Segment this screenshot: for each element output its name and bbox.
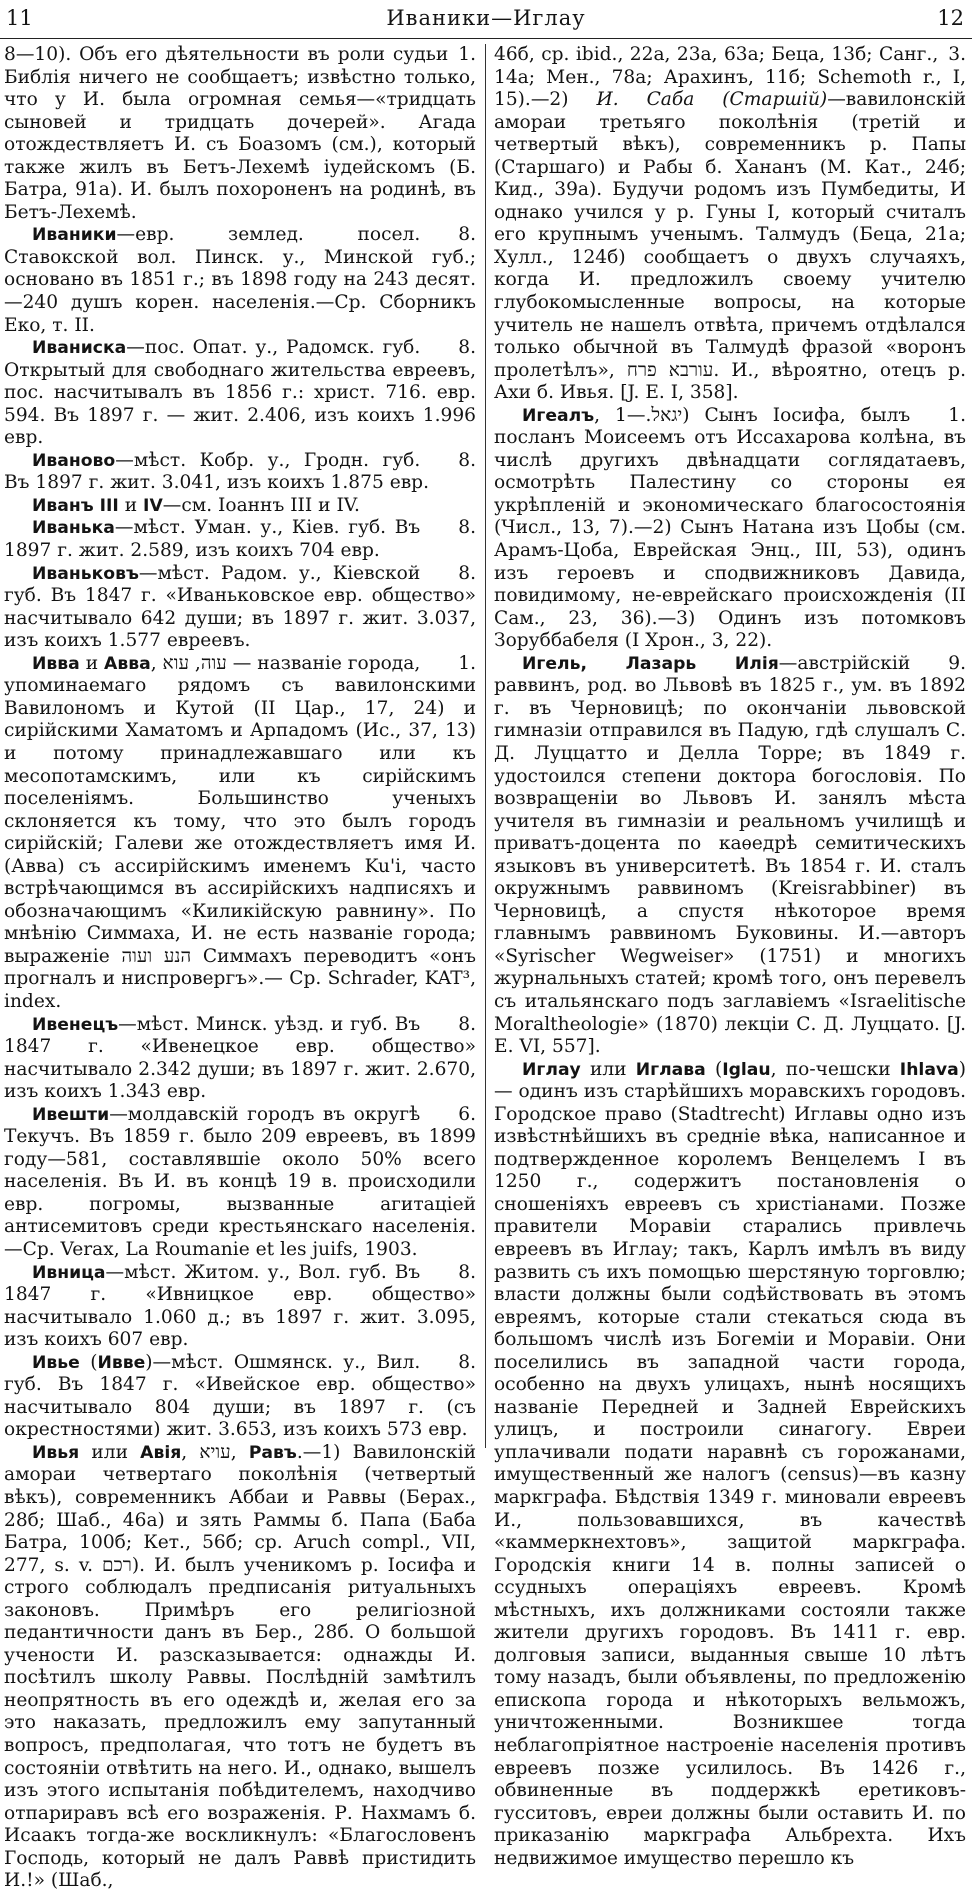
entry-text: , עוה, עוא — названіе города, упоминаемаго рядомъ съ вавилонскими Вавилономъ и Кутой (II Цар., 17, 24) и сирійскими Хаматомъ и Арпадомъ (Ис., 37, 13) и потому принадлежавшаго или къ месопотамскимъ, или къ сирійскимъ поселеніямъ. Большинство ученыхъ склоняется къ тому, что это былъ городъ сирійскій; Галеви же отождествляетъ имя И. (Авва) съ ассирійскимъ именемъ Ku'i, часто встрѣчающимся въ ассирійскихъ надписяхъ и обозначающимъ «Киликійскую равнину». По мнѣнію Симмаха, И. не есть названіе города; выраженіе הנע ועוה Симмахъ переводитъ «онъ прогналъ и ниспровергъ».— Ср. Schrader, KAT³, index. [4, 652, 476, 1012]
entry-headword: Игеалъ [522, 405, 595, 426]
right-column [494, 44, 966, 1869]
entry-text: , יגאל.—1) Сынъ Іосифа, былъ посланъ Моисеемъ отъ Иссахарова колѣна, въ числѣ другихъ двѣнадцати соглядатаевъ, осмотрѣть Палестину со стороны ея укрѣпленій и экономическаго благосостоянія (Числ., 13, 7).—2) Сынъ Натана изъ Цобы (см. Арамъ-Цоба, Еврейская Энц., III, 53), одинъ изъ героевъ и сподвижниковъ Давида, повидимому, не-еврейскаго происхожденія (II Сам., 23, 36).—3) Одинъ изъ потомковъ Зоруббабеля (I Хрон., 3, 22). [494, 404, 966, 652]
entry-paragraph [4, 495, 476, 518]
entry-paragraph [4, 224, 476, 337]
entry-paragraph [4, 337, 476, 450]
entry-text: —пос. Опат. у., Радомск. губ. Открытый для свободнаго жительства евреевъ, пос. насчитывалъ въ 1856 г.: христ. 716. евр. 594. Въ 1897 г. — жит. 2.406, изъ коихъ 1.996 евр. [4, 337, 476, 449]
author-signature: 1. [948, 404, 966, 426]
entry-text: —евр. землед. посел. Ставокской вол. Пинск. у., Минской губ.; основано въ 1851 г.; въ 1898 году на 243 десят.—240 душъ корен. населенія.—Ср. Сборникъ Еко, т. II. [4, 224, 476, 336]
page-number-left: 11 [6, 6, 33, 30]
header-rule [0, 38, 972, 39]
entry-headword: Иглау [522, 1059, 581, 1080]
author-signature: 8. [458, 1261, 476, 1283]
entry-paragraph [4, 1262, 476, 1352]
entry-headword: Игель, Лазарь Илія [522, 653, 779, 674]
author-signature: 8. [458, 337, 476, 359]
entry-text: —мѣст. Минск. уѣзд. и губ. Въ 1847 г. «Ивенецкое евр. общество» насчитывало 2.342 души; въ 1897 г. жит. 2.670, изъ коихъ 1.343 евр. [4, 1013, 476, 1103]
entry-headword: Иваники [32, 225, 117, 246]
entry-paragraph [4, 44, 476, 224]
entry-headword: Ивва [32, 653, 80, 674]
author-signature: 8. [458, 517, 476, 539]
entry-paragraph [494, 405, 966, 653]
entry-headword: Ивве [97, 1352, 146, 1373]
entry-headword: Ивья [32, 1442, 80, 1463]
entry-text: —мѣст. Уман. у., Кіев. губ. Въ 1897 г. жит. 2.589, изъ коихъ 704 евр. [4, 517, 421, 562]
entry-text: —мѣст. Кобр. у., Гродн. губ. Въ 1897 г. жит. 3.041, изъ коихъ 1.875 евр. [4, 449, 429, 494]
author-signature: 8. [458, 562, 476, 584]
entry-text: или [79, 1441, 141, 1463]
entry-text: —австрійскій раввинъ, род. во Львовѣ въ 1825 г., ум. въ 1892 г. въ Черновицѣ; по окончаніи львовской гимназіи отправился въ Падую, гдѣ слушалъ С. Д. Луццатто и Делла Торре; въ 1849 г. удостоился степени доктора богословія. По возвращеніи во Львовъ И. занялъ мѣста учителя въ гимназіи и реальномъ училищѣ и приватъ-доцента по каѳедрѣ семитическихъ языковъ въ университетѣ. Въ 1854 г. И. сталъ окружнымъ раввиномъ (Kreisrabbiner) въ Черновицѣ, а спустя нѣкоторое время главнымъ раввиномъ Буковины. И.—авторъ «Syrischer Wegweiser» (1751) и многихъ журнальныхъ статей; кромѣ того, онъ перевелъ съ итальянскаго подъ заглавіемъ «Israelitische Moraltheologie» (1870) лекціи С. Д. Луццато. [J. E. VI, 557]. [494, 652, 966, 1058]
entry-text: —мѣст. Радом. у., Кіевской губ. Въ 1847 г. «Иваньковское евр. общество» насчитывало 642 души; въ 1897 г. жит. 3.037, изъ коихъ 1.577 евреевъ. [4, 562, 476, 652]
entry-paragraph [4, 1014, 476, 1104]
entry-headword: Иваниска [32, 338, 127, 359]
author-signature: 8. [458, 1013, 476, 1035]
entry-paragraph [494, 1059, 966, 1871]
entry-text: —мѣст. Житом. у., Вол. губ. Въ 1847 г. «Ивницкое евр. общество» насчитывало 1.060 д.; въ 1897 г. жит. 3.095, изъ коихъ 607 евр. [4, 1261, 476, 1351]
entry-paragraph [494, 44, 966, 405]
entry-headword: Ивешти [32, 1104, 110, 1125]
entry-paragraph [4, 1104, 476, 1262]
entry-text: или [580, 1058, 636, 1080]
entry-headword: Авія [140, 1442, 182, 1463]
entry-text: , по-чешски [770, 1058, 900, 1080]
author-signature: 3. [948, 44, 966, 65]
entry-paragraph [4, 1442, 476, 1893]
running-header [0, 4, 972, 32]
entry-paragraph [4, 1352, 476, 1442]
entry-headword: Ивенецъ [32, 1014, 119, 1035]
entry-headword: Равъ [248, 1442, 297, 1463]
author-signature: 8. [458, 1351, 476, 1373]
author-signature: 6. [458, 1103, 476, 1125]
entry-text: и [79, 652, 105, 674]
entry-headword: Иваньковъ [32, 563, 139, 584]
entry-headword: Иванъ III [32, 495, 119, 516]
left-column [4, 44, 476, 1892]
entry-text: и [118, 494, 144, 516]
entry-text: —молдавскій городъ въ округѣ Текучъ. Въ 1859 г. было 209 евреевъ, въ 1899 году—581, составлявшіе около 50% всего населенія. Въ И. въ концѣ 19 в. происходили евр. погромы, вызванные агитаціей антисемитовъ среди крестьянскаго населенія.—Ср. Verax, La Roumanie et les juifs, 1903. [4, 1103, 476, 1260]
entry-text: —см. Іоаннъ III и IV. [162, 494, 360, 516]
entry-text: .—1) Вавилонскій амораи четвертаго поколѣнія (четвертый вѣкъ), современникъ Аббаи и Раввы (Берах., 28б; Шаб., 46а) и зять Раммы б. Папа (Баба Батра, 100б; Кет., 56б; ср. Aruch compl., VII, 277, s. v. רכם). И. былъ ученикомъ р. Іосифа и строго соблюдалъ предписанія ритуальныхъ законовъ. Примѣръ его религіозной педантичности данъ въ Бер., 28б. О большой учености И. разсказывается: однажды И. посѣтилъ школу Раввы. Послѣдній замѣтилъ неопрятность въ его одеждѣ и, желая его за это наказать, предложилъ ему запутанный вопросъ, предполагая, что тотъ не будетъ въ состояніи отвѣтить на него. И., однако, вышелъ изъ этого испытанія побѣдителемъ, находчиво отпариравъ всѣ его возраженія. Р. Нахмамъ б. Исаакъ тогда-же воскликнулъ: «Благословенъ Господь, который не далъ Раввѣ пристидить И.!» (Шаб., [4, 1441, 476, 1892]
entry-text: ( [79, 1351, 98, 1373]
entry-headword: Ивье [32, 1352, 80, 1373]
entry-text: )— одинъ изъ старѣйшихъ моравскихъ городовъ. Городское право (Stadtrecht) Иглавы одно изъ извѣстнѣйшихъ въ средніе вѣка, написанное и подтвержденное королемъ Венцелемъ I въ 1250 г., содержитъ постановленія о сношеніяхъ евреевъ съ христіанами. Позже правители Моравіи старались привлечь евреевъ въ Иглау; такъ, Карлъ имѣлъ въ виду развить съ ихъ помощью шерстяную торговлю; власти должны были содѣйствовать въ этомъ евреямъ, которые стали стекаться сюда въ большомъ числѣ изъ Богеміи и Моравіи. Они поселились въ западной части города, особенно на двухъ улицахъ, нынѣ носящихъ названіе Передней и Задней Еврейскихъ улицъ, и построили синагогу. Евреи уплачивали подати наравнѣ съ горожанами, имущественный же налогъ (census)—въ казну маркграфа. Бѣдствія 1349 г. миновали евреевъ И., пользовавшихся, въ качествѣ «каммеркнехтовъ», защитой маркграфа. Городскія книги 14 в. полны записей о ссудныхъ операціяхъ евреевъ. Кромѣ мѣстныхъ, ихъ должниками состояли также жители другихъ городовъ. Въ 1411 г. евр. долговыя записи, выданныя свыше 10 лѣтъ тому назадъ, были объявлены, по предложенію епископа города и нѣкоторыхъ вельможъ, уничтоженными. Возникшее тогда неблагопріятное настроеніе населенія противъ евреевъ позже усилилось. Въ 1426 г., обвиненные въ поддержкѣ еретиковъ-гусситовъ, евреи должны были оставить И. по приказанію маркграфа Альбрехта. Ихъ недвижимое имущество перешло къ [494, 1058, 966, 1869]
author-signature: 1. [458, 652, 476, 674]
entry-paragraph [4, 563, 476, 653]
author-signature: 8. [458, 449, 476, 471]
page-number-right: 12 [937, 6, 964, 30]
entry-headword: Авва [104, 653, 151, 674]
entry-paragraph [4, 653, 476, 1014]
entry-text: 46б, ср. ibid., 22а, 23а, 63а; Беца, 13б; Санг., 14а; Мен., 78а; Арахинъ, 11б; Schemoth r., I, 15).—2) [494, 44, 966, 111]
author-signature: 8. [458, 224, 476, 246]
entry-headword: Иваново [32, 450, 116, 471]
entry-text: —вавилонскій амораи третьяго поколѣнія (третій и четвертый вѣкъ), современникъ р. Папы (Старшаго) и Рабы б. Хананъ (М. Кат., 24б; Кид., 39а). Будучи родомъ изъ Пумбедиты, И однако учился у р. Гуны I, который считалъ его крупнымъ ученымъ. Талмудъ (Беца, 21а; Хулл., 124б) сообщаетъ о двухъ случаяхъ, когда И. предложилъ своему учителю глубокомысленные вопросы, на которые учитель не нашелъ отвѣта, причемъ отдѣлался только обычной въ Талмудѣ фразой «воронъ пролетѣлъ», עורבא פרח. И., вѣроятно, отецъ р. Ахи б. Ивья. [J. E. I, 358]. [494, 89, 966, 404]
entry-text: ( [705, 1058, 723, 1080]
entry-text: , עויא, [181, 1441, 249, 1463]
entry-text: )—мѣст. Ошмянск. у., Вил. губ. Въ 1847 г. «Ивейское евр. общество» насчитывало 804 души; въ 1897 г. (съ окрестностями) жит. 3.653, изъ коихъ 573 евр. [4, 1351, 476, 1441]
entry-headword: IV [143, 495, 163, 516]
entry-headword: Ihlava [899, 1059, 959, 1080]
author-signature: 9. [948, 652, 966, 674]
entry-text: 8—10). Объ его дѣятельности въ роли судьи Библія ничего не сообщаетъ; извѣстно только, что у И. была огромная семья—«тридцать сыновей и тридцать дочерей». Агада отождествляетъ И. съ Боазомъ (см.), который также жилъ въ Бетъ-Лехемѣ іудейскомъ (Б. Батра, 91а). И. былъ похороненъ на родинѣ, въ Бетъ-Лехемѣ. [4, 44, 476, 223]
column-divider [485, 44, 486, 1448]
entry-headword: Ивница [32, 1262, 106, 1283]
running-title: Иваники—Иглау [386, 6, 586, 30]
entry-text: И. Саба (Старшій) [596, 89, 828, 111]
entry-headword: Иглава [635, 1059, 706, 1080]
entry-paragraph [4, 450, 476, 495]
entry-headword: Иванька [32, 518, 115, 539]
entry-paragraph [4, 517, 476, 562]
entry-headword: Iglau [722, 1059, 771, 1080]
entry-paragraph [494, 653, 966, 1059]
author-signature: 1. [458, 44, 476, 65]
